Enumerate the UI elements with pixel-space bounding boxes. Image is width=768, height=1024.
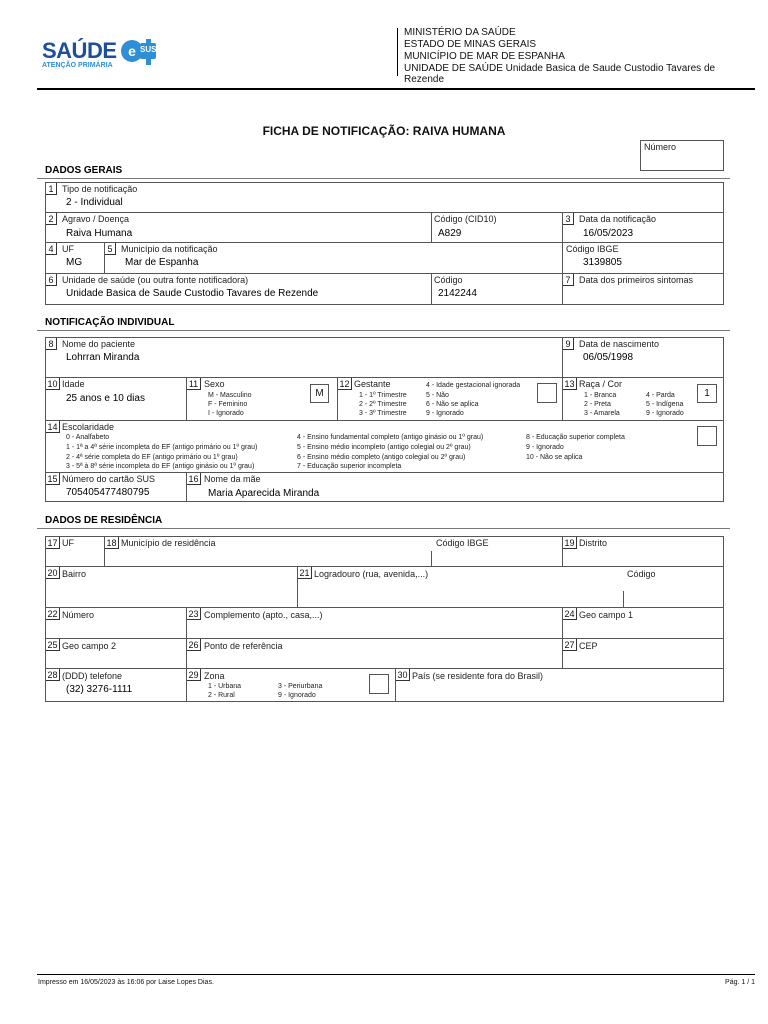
grid-line <box>45 566 724 567</box>
field-number: 5 <box>105 243 116 255</box>
footer-rule <box>37 974 755 975</box>
field-number: 18 <box>105 537 119 549</box>
field-number: 10 <box>46 378 60 390</box>
grid-line <box>45 607 724 608</box>
logo-badge-text: SUS <box>140 45 157 54</box>
gestante-option: 3 - 3º Trimestre <box>359 410 407 417</box>
idade-label: Idade <box>62 379 85 389</box>
raca-option: 9 - Ignorado <box>646 410 684 417</box>
field-number: 9 <box>563 338 574 350</box>
idade-value[interactable]: 25 anos e 10 dias <box>66 393 145 404</box>
escolaridade-option: 2 - 4ª série completa do EF (antigo primário ou 1º grau) <box>66 454 238 461</box>
header-divider <box>397 28 398 76</box>
raca-option: 2 - Preta <box>584 401 611 408</box>
field-number: 1 <box>46 183 57 195</box>
gestante-option: 9 - Ignorado <box>426 410 464 417</box>
field-number: 25 <box>46 639 60 651</box>
raca-option: 5 - Indígena <box>646 401 684 408</box>
logo-main-text: SAÚDE <box>42 38 117 63</box>
field-number: 7 <box>563 274 574 286</box>
tipo-notificacao-value[interactable]: 2 - Individual <box>66 197 123 208</box>
cep-label: CEP <box>579 641 598 651</box>
escolaridade-option: 10 - Não se aplica <box>526 454 583 461</box>
grid-line <box>562 258 563 273</box>
field-number: 23 <box>187 608 201 620</box>
zona-label: Zona <box>204 671 225 681</box>
zona-option: 1 - Urbana <box>208 683 242 690</box>
escolaridade-option: 4 - Ensino fundamental completo (antigo ginásio ou 1º grau) <box>297 434 484 441</box>
escolaridade-option: 3 - 5ª à 8ª série incompleta do EF (antigo ginásio ou 1º grau) <box>66 463 255 470</box>
nome-mae-value[interactable]: Maria Aparecida Miranda <box>208 488 320 499</box>
data-nascimento-value[interactable]: 06/05/1998 <box>583 352 634 363</box>
nome-mae-label: Nome da mãe <box>204 474 261 484</box>
field-number: 17 <box>46 537 60 549</box>
codigo-unidade-label: Código <box>434 275 463 285</box>
field-number: 26 <box>187 639 201 651</box>
section-dados-gerais: DADOS GERAIS <box>45 165 123 176</box>
section-dados-residencia: DADOS DE RESIDÊNCIA <box>45 515 163 526</box>
geo2-label: Geo campo 2 <box>62 641 117 651</box>
grid-line <box>45 212 724 213</box>
telefone-label: (DDD) telefone <box>62 671 123 681</box>
header-ministry: MINISTÉRIO DA SAÚDE <box>404 27 516 38</box>
cartao-sus-label: Número do cartão SUS <box>62 474 156 484</box>
gestante-option: 1 - 1º Trimestre <box>359 392 407 399</box>
uf-value[interactable]: MG <box>66 257 83 268</box>
grid-line <box>623 591 624 607</box>
raca-option: 3 - Amarela <box>584 410 620 417</box>
res-municipio-label: Município de residência <box>121 538 216 548</box>
escolaridade-input[interactable] <box>697 426 717 446</box>
geo1-label: Geo campo 1 <box>579 610 634 620</box>
nome-paciente-value[interactable]: Lohrran Miranda <box>66 352 140 363</box>
tipo-notificacao-label: Tipo de notificação <box>62 184 138 194</box>
field-number: 3 <box>563 213 574 225</box>
nome-paciente-label: Nome do paciente <box>62 339 136 349</box>
logo-subtitle: ATENÇÃO PRIMÁRIA <box>42 62 113 69</box>
telefone-value[interactable]: (32) 3276-1111 <box>66 684 133 695</box>
complemento-label: Complemento (apto., casa,...) <box>204 610 323 620</box>
sexo-option: F - Feminino <box>208 401 248 408</box>
escolaridade-option: 6 - Ensino médio completo (antigo colegial ou 2º grau) <box>297 454 466 461</box>
grid-line <box>186 607 187 702</box>
municipio-notificacao-label: Município da notificação <box>121 244 218 254</box>
form-title: FICHA DE NOTIFICAÇÃO: RAIVA HUMANA <box>262 124 506 138</box>
gestante-option: 4 - Idade gestacional ignorada <box>426 382 521 389</box>
header-rule <box>37 88 755 90</box>
grid-line <box>45 377 724 378</box>
field-number: 24 <box>563 608 577 620</box>
grid-line <box>45 420 724 421</box>
numero-label: Número <box>644 142 677 152</box>
field-number: 6 <box>46 274 57 286</box>
res-uf-label: UF <box>62 538 74 548</box>
sexo-label: Sexo <box>204 379 225 389</box>
escolaridade-option: 0 - Analfabeto <box>66 434 110 441</box>
field-number: 4 <box>46 243 57 255</box>
codigo-ibge-value[interactable]: 3139805 <box>583 257 622 268</box>
grid-line <box>45 668 724 669</box>
field-number: 11 <box>187 378 201 390</box>
svg-text:e: e <box>128 43 136 59</box>
cartao-sus-value[interactable]: 705405477480795 <box>66 487 150 498</box>
field-number: 14 <box>46 421 60 433</box>
escolaridade-label: Escolaridade <box>62 422 115 432</box>
escolaridade-option: 9 - Ignorado <box>526 444 564 451</box>
escolaridade-option: 5 - Ensino médio incompleto (antigo colegial ou 2º grau) <box>297 444 471 451</box>
field-number: 21 <box>298 567 312 579</box>
field-number: 20 <box>46 567 60 579</box>
section-rule <box>37 330 730 331</box>
zona-option: 2 - Rural <box>208 692 235 699</box>
distrito-label: Distrito <box>579 538 608 548</box>
gestante-option: 6 - Não se aplica <box>426 401 479 408</box>
cid10-value[interactable]: A829 <box>438 228 462 239</box>
data-notificacao-value[interactable]: 16/05/2023 <box>583 228 634 239</box>
gestante-option: 2 - 2º Trimestre <box>359 401 407 408</box>
field-number: 13 <box>563 378 577 390</box>
zona-option: 9 - Ignorado <box>278 692 316 699</box>
grid-line <box>431 551 432 566</box>
section-rule <box>37 528 730 529</box>
field-number: 2 <box>46 213 57 225</box>
agravo-value[interactable]: Raiva Humana <box>66 228 133 239</box>
zona-option: 3 - Periurbana <box>278 683 323 690</box>
data-notificacao-label: Data da notificação <box>579 214 657 224</box>
field-number: 28 <box>46 669 60 681</box>
raca-option: 1 - Branca <box>584 392 617 399</box>
sexo-option: M - Masculino <box>208 392 252 399</box>
unidade-saude-label: Unidade de saúde (ou outra fonte notificadora) <box>62 275 249 285</box>
grid-line <box>45 472 724 473</box>
escolaridade-option: 7 - Educação superior incompleta <box>297 463 402 470</box>
logradouro-codigo-label: Código <box>627 569 656 579</box>
header-unit: UNIDADE DE SAÚDE Unidade Basica de Saude Custodio Tavares de <box>404 63 716 74</box>
sexo-input[interactable]: M <box>310 384 329 403</box>
footer-page: Pág. 1 / 1 <box>725 979 755 986</box>
grid-line <box>431 273 432 305</box>
field-number: 30 <box>396 669 410 681</box>
field-number: 29 <box>187 669 201 681</box>
data-sintomas-label: Data dos primeiros sintomas <box>579 275 694 285</box>
zona-input[interactable] <box>369 674 389 694</box>
field-number: 12 <box>338 378 352 390</box>
logo <box>40 38 165 72</box>
municipio-notificacao-value[interactable]: Mar de Espanha <box>125 257 199 268</box>
codigo-ibge-label: Código IBGE <box>566 244 619 254</box>
section-rule <box>37 178 730 179</box>
gestante-input[interactable] <box>537 383 557 403</box>
field-number: 16 <box>187 473 201 485</box>
data-nascimento-label: Data de nascimento <box>579 339 660 349</box>
gestante-option: 5 - Não <box>426 392 449 399</box>
agravo-label: Agravo / Doença <box>62 214 130 224</box>
header-municipality: MUNICÍPIO DE MAR DE ESPANHA <box>404 51 565 62</box>
res-ibge-label: Código IBGE <box>436 538 489 548</box>
grid-line <box>45 638 724 639</box>
sexo-option: I - Ignorado <box>208 410 244 417</box>
raca-label: Raça / Cor <box>579 379 623 389</box>
unidade-saude-value[interactable]: Unidade Basica de Saude Custodio Tavares de Rezende <box>66 288 319 299</box>
escolaridade-option: 8 - Educação superior completa <box>526 434 625 441</box>
uf-label: UF <box>62 244 74 254</box>
header-state: ESTADO DE MINAS GERAIS <box>404 39 537 50</box>
escolaridade-option: 1 - 1ª a 4ª série incompleta do EF (antigo primário ou 1º grau) <box>66 444 258 451</box>
bairro-label: Bairro <box>62 569 87 579</box>
gestante-label: Gestante <box>354 379 391 389</box>
field-number: 22 <box>46 608 60 620</box>
raca-input[interactable]: 1 <box>697 384 717 403</box>
grid-line <box>431 228 432 242</box>
cid10-label: Código (CID10) <box>434 214 497 224</box>
field-number: 8 <box>46 338 57 350</box>
codigo-unidade-value[interactable]: 2142244 <box>438 288 477 299</box>
pais-label: País (se residente fora do Brasil) <box>412 671 544 681</box>
raca-option: 4 - Parda <box>646 392 675 399</box>
field-number: 15 <box>46 473 60 485</box>
logradouro-label: Logradouro (rua, avenida,...) <box>314 569 429 579</box>
numero-field-label: Número <box>62 610 95 620</box>
logo-esus-badge <box>120 38 160 64</box>
field-number: 27 <box>563 639 577 651</box>
grid-line <box>45 242 724 243</box>
footer-printed: Impresso em 16/05/2023 às 16:06 por Laise Lopes Dias. <box>38 979 214 986</box>
header-unit-cont: Rezende <box>404 74 445 85</box>
field-number: 19 <box>563 537 577 549</box>
referencia-label: Ponto de referência <box>204 641 283 651</box>
section-notificacao-individual: NOTIFICAÇÃO INDIVIDUAL <box>45 317 175 328</box>
grid-line <box>45 273 724 274</box>
